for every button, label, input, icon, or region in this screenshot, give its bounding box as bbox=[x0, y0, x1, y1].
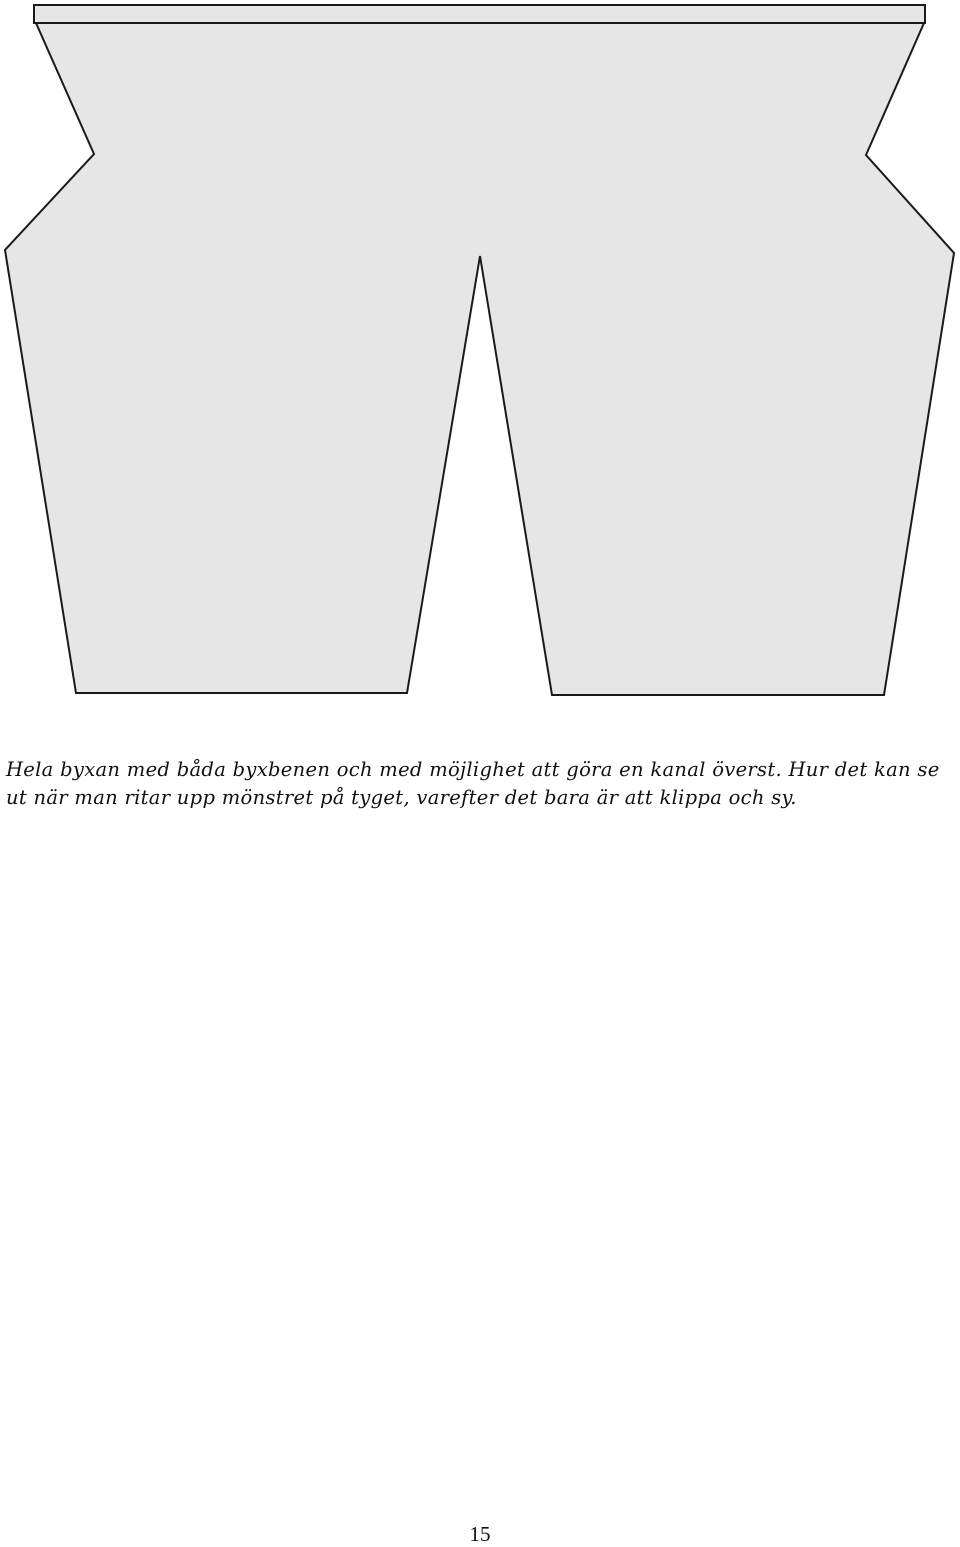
trouser-body-outline bbox=[5, 23, 954, 695]
trouser-pattern-diagram bbox=[0, 0, 960, 700]
page-number: 15 bbox=[469, 1522, 491, 1546]
figure-caption: Hela byxan med båda byxbenen och med möjlighet att göra en kanal överst. Hur det kan se ut när man ritar upp mönstret på tyget, varefter det bara är att klippa och sy. bbox=[6, 758, 940, 809]
waistband-channel bbox=[34, 5, 925, 23]
